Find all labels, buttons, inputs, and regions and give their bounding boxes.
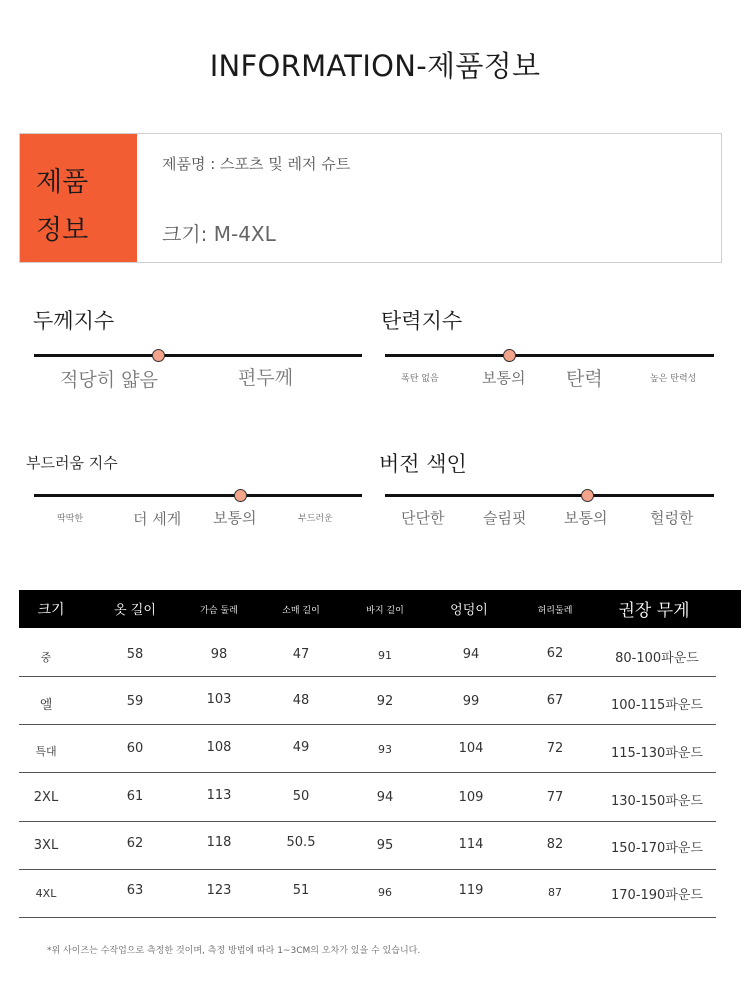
elasticity-label: 탄력 [566,368,603,390]
table-cell: 109 [458,790,484,805]
softness-label: 더 세게 [133,510,182,528]
table-cell: 96 [378,886,392,899]
product-name: 제품명 : 스포츠 및 레저 슈트 [162,155,351,173]
product-size-range: 크기: M-4XL [162,222,276,246]
table-row [19,677,716,725]
fit-label: 보통의 [564,509,608,527]
column-header: 가슴 둘레 [200,606,238,616]
table-cell: 118 [206,835,232,850]
column-header: 크기 [37,602,65,618]
table-cell: 87 [548,886,562,899]
table-cell: 67 [546,693,564,708]
size-table-header [19,590,741,628]
table-row [19,774,716,822]
table-cell: 3XL [33,838,59,853]
info-label-line2: 정보 [36,215,89,246]
thickness-label: 편두께 [238,367,294,389]
table-row [19,822,716,870]
product-info-label [20,134,137,262]
softness-scale-marker [234,489,247,502]
softness-label: 부드러운 [298,514,333,524]
table-cell: 51 [292,883,310,898]
table-cell: 58 [126,647,144,662]
table-cell: 82 [546,837,564,852]
table-cell: 91 [378,649,392,662]
column-header: 소매 길이 [282,606,320,616]
table-cell: 60 [126,741,144,756]
table-cell: 98 [210,647,228,662]
column-header: 옷 길이 [114,603,156,618]
table-cell: 특대 [35,745,57,758]
table-cell: 62 [546,646,564,661]
softness-label: 보통의 [213,509,257,527]
table-cell: 2XL [33,790,59,805]
elasticity-label: 보통의 [482,369,526,387]
table-cell: 47 [292,647,310,662]
table-cell: 150-170파운드 [611,841,703,856]
info-label-line1: 제품 [36,167,89,198]
table-cell: 77 [546,790,564,805]
table-cell: 50.5 [286,835,316,850]
column-header: 허리둘레 [537,606,573,616]
measurement-footnote: *위 사이즈는 수작업으로 측정한 것이며, 측정 방법에 따라 1~3CM의 오차가 있을 수 있습니다. [47,946,421,956]
table-cell: 92 [376,694,394,709]
table-cell: 80-100파운드 [615,651,699,666]
page-title: INFORMATION-제품정보 [209,49,541,83]
table-cell: 113 [206,788,232,803]
table-cell: 94 [376,790,394,805]
thickness-scale-title: 두께지수 [33,309,115,333]
thickness-label: 적당히 얇음 [60,369,158,391]
fit-label: 헐렁한 [650,509,694,527]
table-cell: 엘 [39,698,53,713]
table-cell: 103 [206,692,232,707]
table-cell: 95 [376,838,394,853]
table-cell: 123 [206,883,232,898]
table-cell: 61 [126,789,144,804]
softness-scale-title: 부드러움 지수 [26,454,118,472]
table-cell: 94 [462,647,480,662]
table-cell: 72 [546,741,564,756]
fit-scale-line [385,494,714,497]
table-cell: 170-190파운드 [611,888,703,903]
table-cell: 63 [126,883,144,898]
table-cell: 59 [126,694,144,709]
table-cell: 115-130파운드 [611,746,703,761]
table-cell: 93 [378,743,392,756]
table-cell: 4XL [35,887,57,900]
table-cell: 중 [40,651,52,664]
elasticity-scale-marker [503,349,516,362]
softness-scale-line [34,494,362,497]
table-cell: 100-115파운드 [611,698,703,713]
table-cell: 50 [292,789,310,804]
elasticity-label: 높은 탄력성 [650,374,697,384]
column-header: 권장 무게 [618,601,690,621]
softness-label: 딱딱한 [57,514,84,524]
table-row [19,870,716,918]
column-header: 엉덩이 [450,603,488,618]
fit-scale-title: 버전 색인 [379,452,467,476]
table-cell: 130-150파운드 [611,794,703,809]
table-cell: 114 [458,837,484,852]
table-cell: 48 [292,693,310,708]
product-info-box [19,133,722,263]
elasticity-label: 폭탄 없음 [401,374,439,384]
elasticity-scale-line [385,354,714,357]
fit-scale-marker [581,489,594,502]
table-row [19,629,716,677]
table-cell: 119 [458,883,484,898]
column-header: 바지 길이 [366,606,404,616]
thickness-scale-marker [152,349,165,362]
fit-label: 슬림핏 [483,509,527,527]
table-cell: 108 [206,740,232,755]
table-row [19,725,716,773]
thickness-scale-line [34,354,362,357]
table-cell: 49 [292,740,310,755]
elasticity-scale-title: 탄력지수 [381,309,463,333]
fit-label: 단단한 [401,509,445,527]
table-cell: 104 [458,741,484,756]
table-cell: 99 [462,694,480,709]
table-cell: 62 [126,836,144,851]
